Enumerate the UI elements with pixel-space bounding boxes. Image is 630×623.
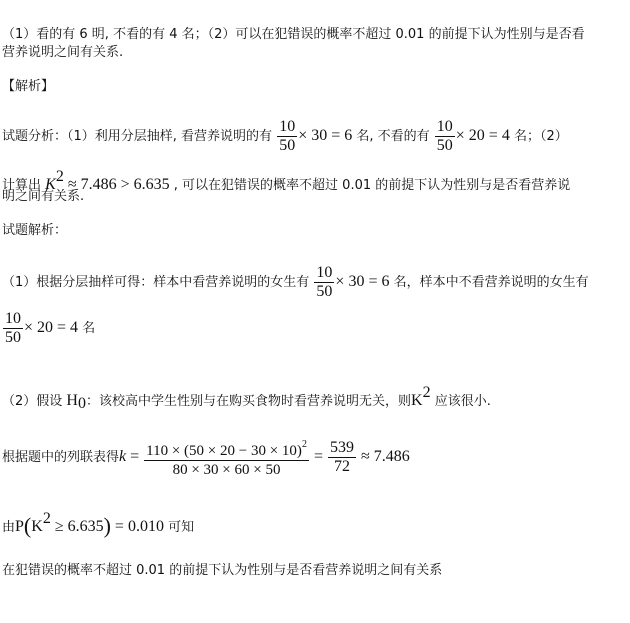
fraction-539-72 [328,439,356,476]
analysis-formula-k: ≈ 7.486 > 6.635 [63,176,170,193]
solution-line-5 [2,510,194,537]
k-exponent: 2 [422,384,431,401]
chi-square-fraction [144,436,309,479]
solution-text-5a: 由 [2,520,16,535]
analysis-text-conclusion: , 可以在犯错误的概率不超过 0.01 的前提下认为性别与是否看营养说 [169,178,571,193]
analysis-text-a: 试题分析：（1）利用分层抽样, 看营养说明的有 [2,129,273,144]
equals-sign: = [126,448,144,465]
analysis-text-e: 名；（2） [509,129,568,144]
solution-line-1 [2,264,589,301]
analysis-text-c: 名, 不看的有 [352,129,430,144]
answer-line-1: （1）看的有 6 明, 不看的有 4 名；（2）可以在犯错误的概率不超过 0.01 的前提下认为性别与是否看 [2,27,585,42]
h-symbol: H [66,392,78,409]
fraction-numerator: 539 [329,439,354,456]
k-symbol: K [411,392,423,409]
solution-formula-2b: × 20 = 4 [24,319,79,336]
solution-text-3b: ：该校高中学生性别与在购买食物时看营养说明无关，则 [85,394,411,409]
fraction-denominator: 50 [279,137,296,154]
k-exponent: 2 [42,510,51,527]
fraction-denominator: 50 [5,329,21,346]
fraction-denominator: 50 [436,137,453,154]
fraction-numerator: 10 [436,118,453,135]
solution-text-3a: （2）假设 [2,394,63,409]
chi-square-denominator: 80 × 30 × 60 × 50 [144,460,309,479]
k-symbol: K [45,176,56,193]
right-paren: ) [103,513,111,538]
analysis-formula-d: × 20 = 4 [455,127,510,144]
analysis-text-compute: 计算出 [2,178,42,193]
analysis-line-3: 明之间有关系. [2,189,85,204]
fraction-10-50 [314,264,334,301]
approx-value: ≈ 7.486 [356,448,410,465]
fraction-numerator: 10 [279,118,296,135]
p-symbol: P [15,518,24,535]
k-variable: k [119,448,127,465]
solution-text-4a: 根据题中的列联表得 [2,450,120,465]
fraction-denominator: 50 [316,283,333,300]
solution-text-2c: 名 [78,321,96,336]
left-paren: ( [23,513,32,538]
answer-line-2: 营养说明之间有关系. [2,45,124,60]
fraction-numerator: 10 [5,310,21,327]
numerator-exponent: 2 [301,439,307,450]
solution-line-3 [2,384,491,413]
analysis-header: 【解析】 [2,79,55,94]
numerator-text: 110 × (50 × 20 − 30 × 10) [146,443,302,459]
k-symbol: K [31,518,43,535]
fraction-10-50 [3,310,23,347]
analysis-formula-b: × 30 = 6 [298,127,353,144]
solution-line-4 [2,436,410,479]
chi-square-numerator [144,436,309,460]
fraction-10-50 [277,118,297,155]
solution-line-2 [2,310,95,347]
solution-text-3c: 应该很小. [430,394,491,409]
fraction-denominator: 72 [328,457,356,476]
solution-formula-1b: × 30 = 6 [335,273,390,290]
solution-text-1c: 名，样本中不看营养说明的女生有 [389,275,589,290]
solution-conclusion: 在犯错误的概率不超过 0.01 的前提下认为性别与是否看营养说明之间有关系 [2,563,443,578]
fraction-10-50 [435,118,455,155]
analysis-line-2 [2,168,570,195]
solution-text-5c: 可知 [163,520,195,535]
probability-value: = 0.010 [110,518,164,535]
analysis-line-1 [2,118,568,155]
ge-value: ≥ 6.635 [50,518,104,535]
equals-sign-2: = [309,448,327,465]
fraction-numerator: 10 [316,264,333,281]
k-exponent: 2 [55,168,64,185]
solution-text-1a: （1）根据分层抽样可得：样本中看营养说明的女生有 [2,275,310,290]
h-subscript: 0 [77,395,86,412]
solution-header: 试题解析： [2,223,68,238]
